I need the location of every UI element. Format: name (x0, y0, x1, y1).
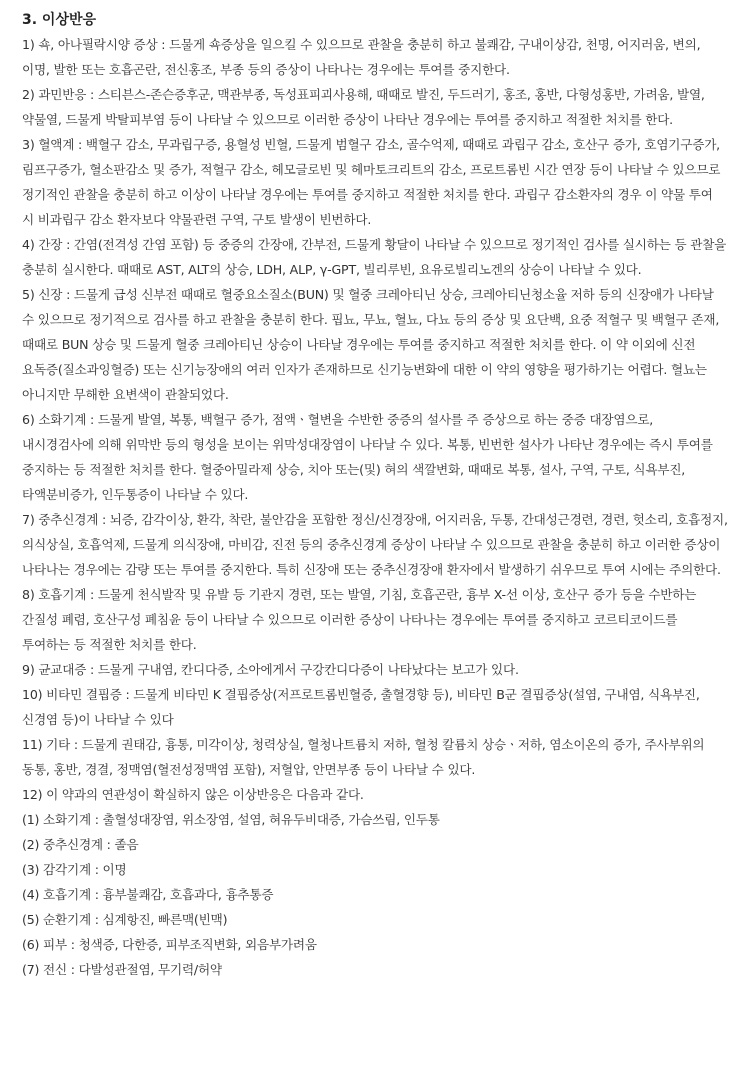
sub-item-sensory: (3) 감각기계 : 이명 (22, 862, 127, 877)
section-title: 3. 이상반응 (22, 12, 97, 28)
item-1-anaphylaxis: 1) 쇽, 아나필락시양 증상 : 드물게 쇽증상을 일으킬 수 있으므로 관찰을 충분히 하고 불쾌감, 구내이상감, 천명, 어지러움, 변의, 이명, 발한 또는 호흡곤란, 전신홍조, 부종 등의 증상이 나타나는 경우에는 투여를 중지한다. (22, 37, 701, 77)
sub-item-skin: (6) 피부 : 청색증, 다한증, 피부조직변화, 외음부가려움 (22, 937, 317, 952)
sub-item-respiratory: (4) 호흡기계 : 흉부불쾌감, 호흡과다, 흉추통증 (22, 887, 274, 902)
item-7-cns: 7) 중추신경계 : 뇌증, 감각이상, 환각, 착란, 불안감을 포함한 정신/신경장애, 어지러움, 두통, 간대성근경련, 경련, 헛소리, 호흡정지, 의식상실, 호흡억제, 드물게 의식장애, 마비감, 진전 등의 중추신경계 증상이 나타날 수 있으므로 관찰을 충분히 하고 이러한 증상이 나타나는 경우에는 감량 또는 투여를 중지한다. 특히 신장애 또는 중추신경장애 환자에서 발생하기 쉬우므로 투여 시에는 주의한다. (22, 512, 728, 577)
sub-item-circulatory: (5) 순환기계 : 심계항진, 빠른맥(빈맥) (22, 912, 228, 927)
item-8-respiratory: 8) 호흡기계 : 드물게 천식발작 및 유발 등 기관지 경련, 또는 발열, 기침, 호흡곤란, 흉부 X-선 이상, 호산구 증가 등을 수반하는 간질성 폐렴, 호산구성 폐침윤 등이 나타날 수 있으므로 이러한 증상이 나타나는 경우에는 투여를 중지하고 코르티코이드를 투여하는 등 적절한 처치를 한다. (22, 587, 697, 652)
sub-item-digestive: (1) 소화기계 : 출혈성대장염, 위소장염, 설염, 혀유두비대증, 가슴쓰림, 인두통 (22, 812, 440, 827)
item-12-uncertain-reactions: 12) 이 약과의 연관성이 확실하지 않은 이상반응은 다음과 같다. (22, 787, 364, 802)
item-5-renal: 5) 신장 : 드물게 급성 신부전 때때로 혈중요소질소(BUN) 및 혈중 크레아티닌 상승, 크레아티닌청소율 저하 등의 신장애가 나타날 수 있으므로 정기적으로 검사를 하고 관찰을 충분히 한다. 핍뇨, 무뇨, 혈뇨, 다뇨 등의 증상 및 요단백, 요중 적혈구 및 백혈구 존재, 때때로 BUN 상승 및 드물게 혈중 크레아티닌 상승이 나타날 경우에는 투여를 중지하고 적절한 처치를 한다. 이 약 이외에 신전 요독증(질소과잉혈증) 또는 신기능장애의 여러 인자가 존재하므로 신기능변화에 대한 이 약의 영향을 평가하기는 어렵다. 혈뇨는 아니지만 무해한 요변색이 관찰되었다. (22, 287, 720, 402)
item-4-hepatic: 4) 간장 : 간염(전격성 간염 포함) 등 중증의 간장애, 간부전, 드물게 황달이 나타날 수 있으므로 정기적인 검사를 실시하는 등 관찰을 충분히 실시한다. 때때로 AST, ALT의 상승, LDH, ALP, γ-GPT, 빌리루빈, 요유로빌리노겐의 상승이 나타날 수 있다. (22, 237, 727, 277)
sub-item-cns: (2) 중추신경계 : 졸음 (22, 837, 139, 852)
sub-item-general: (7) 전신 : 다발성관절염, 무기력/허약 (22, 962, 222, 977)
item-6-digestive: 6) 소화기계 : 드물게 발열, 복통, 백혈구 증가, 점액ㆍ혈변을 수반한 중증의 설사를 주 증상으로 하는 중증 대장염으로, 내시경검사에 의해 위막반 등의 형성을 보이는 위막성대장염이 나타날 수 있다. 복통, 빈번한 설사가 나타난 경우에는 즉시 투여를 중지하는 등 적절한 처치를 한다. 혈중아밀라제 상승, 치아 또는(및) 혀의 색깔변화, 때때로 복통, 설사, 구역, 구토, 식욕부진, 타액분비증가, 인두통증이 나타날 수 있다. (22, 412, 713, 502)
item-11-other: 11) 기타 : 드물게 권태감, 흉통, 미각이상, 청력상실, 혈청나트륨치 저하, 혈청 칼륨치 상승ㆍ저하, 염소이온의 증가, 주사부위의 동통, 홍반, 경결, 정맥염(혈전성정맥염 포함), 저혈압, 안면부종 등이 나타날 수 있다. (22, 737, 705, 777)
item-9-superinfection: 9) 균교대증 : 드물게 구내염, 칸디다증, 소아에게서 구강칸디다증이 나타났다는 보고가 있다. (22, 662, 519, 677)
item-3-hematologic: 3) 혈액계 : 백혈구 감소, 무과립구증, 용혈성 빈혈, 드물게 범혈구 감소, 골수억제, 때때로 과립구 감소, 호산구 증가, 호염기구증가, 림프구증가, 혈소판감소 및 증가, 적혈구 감소, 헤모글로빈 및 헤마토크리트의 감소, 프로트롬빈 시간 연장 등이 나타날 수 있으므로 정기적인 관찰을 충분히 하고 이상이 나타날 경우에는 투여를 중지하고 적절한 처치를 한다. 과립구 감소환자의 경우 이 약물 투여 시 비과립구 감소 환자보다 약물관련 구역, 구토 발생이 빈번하다. (22, 137, 721, 227)
item-2-hypersensitivity: 2) 과민반응 : 스티븐스-존슨증후군, 맥관부종, 독성표피괴사용해, 때때로 발진, 두드러기, 홍조, 홍반, 다형성홍반, 가려움, 발열, 약물열, 드물게 박탈피부염 등이 나타날 수 있으므로 이러한 증상이 나타난 경우에는 투여를 중지하고 적절한 처치를 한다. (22, 87, 705, 127)
item-10-vitamin-deficiency: 10) 비타민 결핍증 : 드물게 비타민 K 결핍증상(저프로트롬빈혈증, 출혈경향 등), 비타민 B군 결핍증상(설염, 구내염, 식욕부진, 신경염 등)이 나타날 수 있다 (22, 687, 700, 727)
